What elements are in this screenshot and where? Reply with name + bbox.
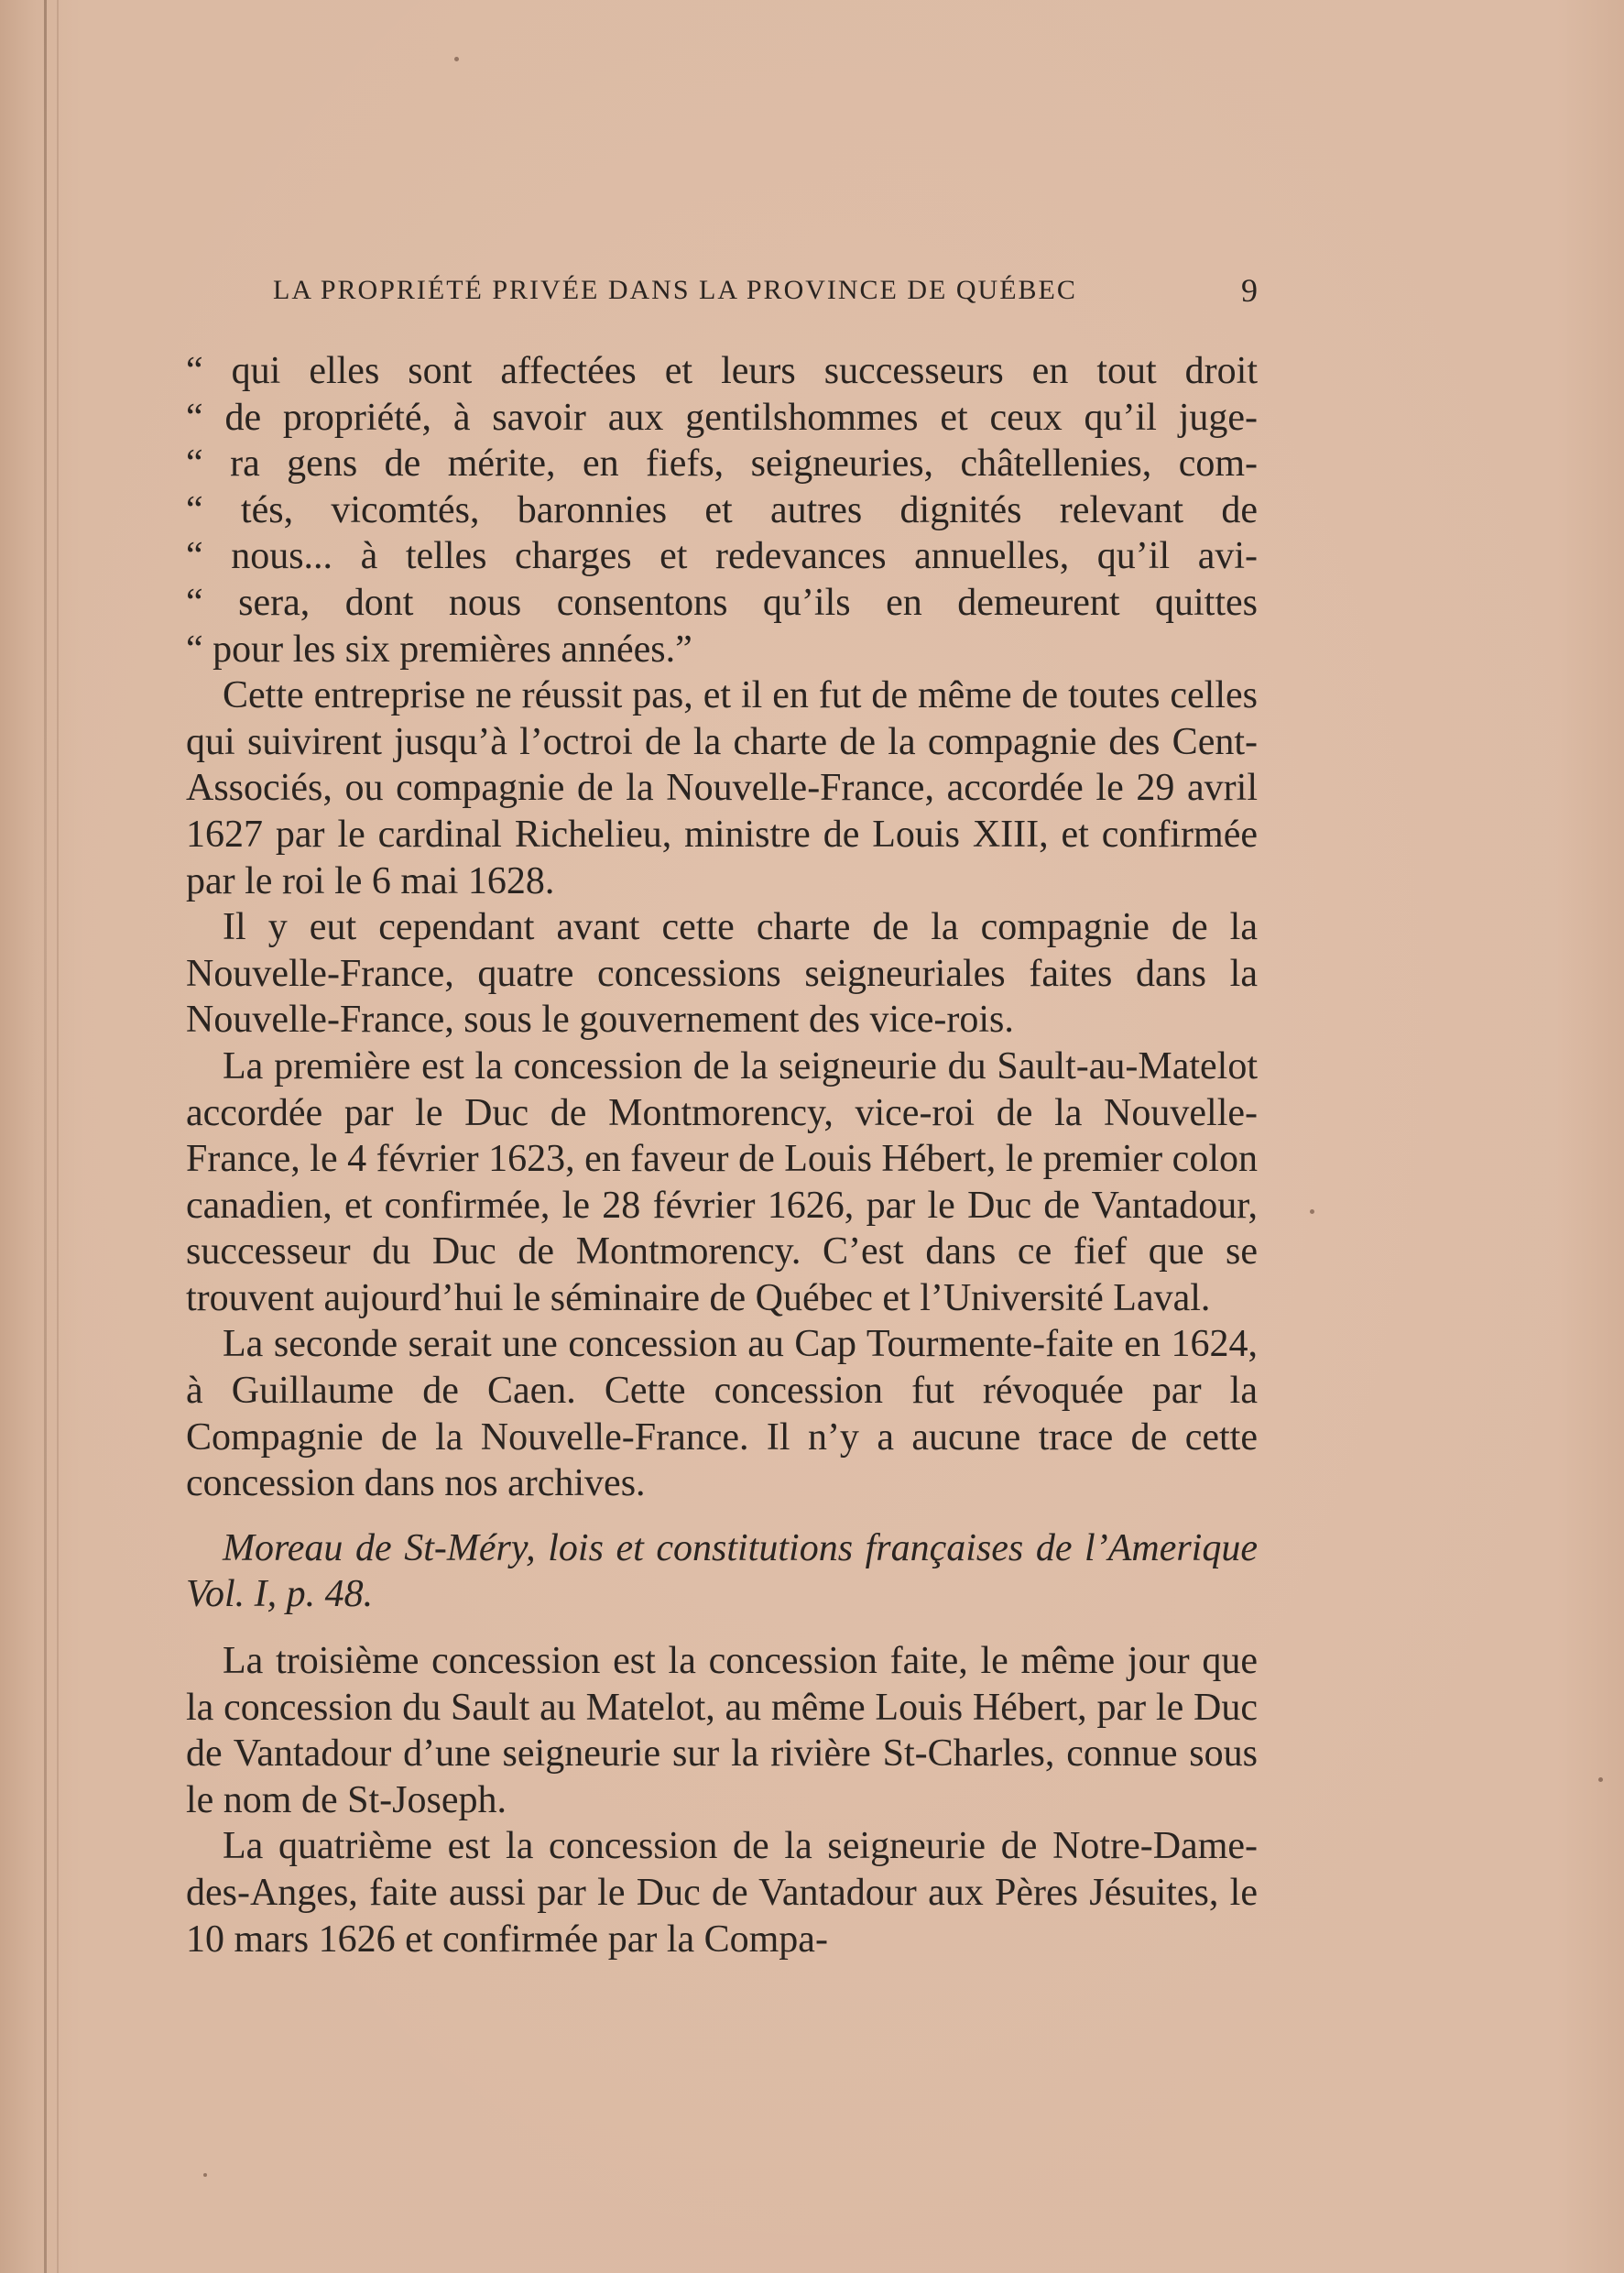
paragraph: Cette entreprise ne réussit pas, et il en fut de même de toutes celles qui suivirent jusqu’à l’octroi de la charte de la compagnie des Cent-Associés, ou compagnie de la Nouvelle-France, accordée le 29 avril 1627 par le cardinal Richelieu, ministre de Louis XIII, et confirmée par le roi le 6 mai 1628. bbox=[186, 674, 1258, 902]
paper-speck bbox=[1598, 1777, 1603, 1782]
body-text bbox=[186, 348, 1258, 1962]
binding-edge-shadow bbox=[57, 0, 59, 2273]
binding-edge bbox=[44, 0, 47, 2273]
paragraph: La première est la concession de la seigneurie du Sault-au-Matelot accordée par le Duc de Montmorency, vice-roi de la Nouvelle-France, le 4 février 1623, en faveur de Louis Hébert, le premier colon canadien, et confirmée, le 28 février 1626, par le Duc de Vantadour, successeur du Duc de Montmorency. C’est dans ce fief que se trouvent aujourd’hui le séminaire de Québec et l’Université Laval. bbox=[186, 1044, 1258, 1319]
page-number: 9 bbox=[1241, 272, 1258, 309]
citation: Moreau de St-Méry, lois et constitutions françaises de l’Amerique Vol. I, p. 48. bbox=[186, 1526, 1258, 1616]
quote-line: “ nous... à telles charges et redevances annuelles, qu’il avi- bbox=[186, 535, 1258, 578]
paragraph: La troisième concession est la concession faite, le même jour que la concession du Sault au Matelot, au même Louis Hébert, par le Duc de Vantadour d’une seigneurie sur la rivière St-Charles, connue sous le nom de St-Joseph. bbox=[186, 1640, 1258, 1821]
paper-speck bbox=[1310, 1209, 1314, 1214]
paragraph: La quatrième est la concession de la seigneurie de Notre-Dame-des-Anges, faite aussi par le Duc de Vantadour aux Pères Jésuites, le 10 mars 1626 et confirmée par la Compa- bbox=[186, 1825, 1258, 1961]
paragraph: Il y eut cependant avant cette charte de la compagnie de la Nouvelle-France, quatre concessions seigneuriales faites dans la Nouvelle-France, sous le gouvernement des vice-rois. bbox=[186, 906, 1258, 1042]
quote-line: “ ra gens de mérite, en fiefs, seigneuries, châtellenies, com- bbox=[186, 443, 1258, 486]
quote-line: “ tés, vicomtés, baronnies et autres dignités relevant de bbox=[186, 488, 1258, 531]
paragraph: La seconde serait une concession au Cap Tourmente-faite en 1624, à Guillaume de Caen. Cette concession fut révoquée par la Compagnie de la Nouvelle-France. Il n’y a aucune trace de cette concession dans nos archives. bbox=[186, 1323, 1258, 1505]
paper-speck bbox=[454, 57, 459, 61]
quote-line: “ sera, dont nous consentons qu’ils en demeurent quittes bbox=[186, 581, 1258, 624]
running-head-title: LA PROPRIÉTÉ PRIVÉE DANS LA PROVINCE DE QUÉBEC bbox=[273, 275, 1077, 305]
quote-line: “ de propriété, à savoir aux gentilshommes et ceux qu’il juge- bbox=[186, 396, 1258, 439]
quote-line: “ qui elles sont affectées et leurs successeurs en tout droit bbox=[186, 350, 1258, 392]
paper-speck bbox=[203, 2173, 207, 2177]
quote-line: “ pour les six premières années.” bbox=[186, 628, 692, 671]
quoted-charter-excerpt bbox=[186, 348, 1258, 672]
running-head bbox=[273, 272, 1258, 315]
